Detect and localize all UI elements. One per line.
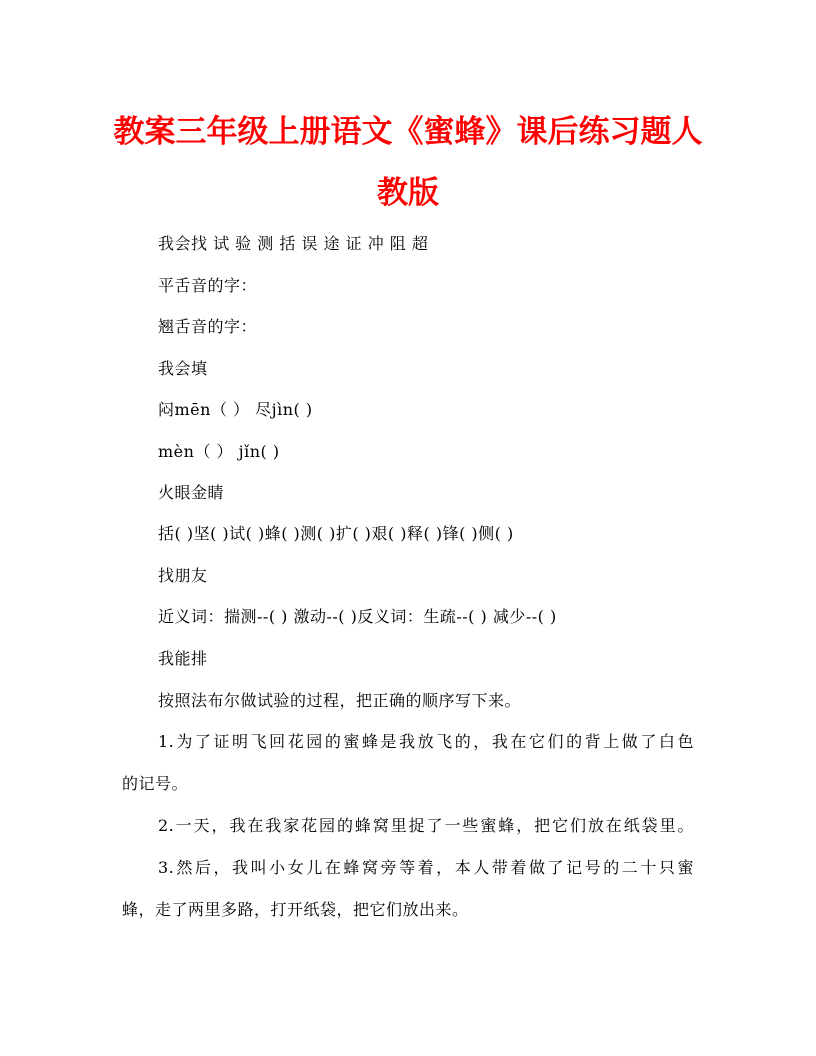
pinyin-line-1: 闷mēn（ ） 尽jìn( ) <box>158 400 313 419</box>
char-list-line: 我会找 试 验 测 括 误 途 证 冲 阻 超 <box>158 234 429 253</box>
pinyin-line-2: mèn（ ） jǐn( ) <box>158 442 280 461</box>
step-2-line: 2.一天，我在我家花园的蜂窝里捉了一些蜜蜂，把它们放在纸袋里。 <box>158 816 694 835</box>
section-heading-fill: 我会填 <box>158 359 208 378</box>
curled-tongue-label: 翘舌音的字： <box>158 317 258 336</box>
order-instruction: 按照法布尔做试验的过程，把正确的顺序写下来。 <box>158 691 522 710</box>
synonym-antonym-line: 近义词：揣测--( ) 激动--( )反义词：生疏--( ) 减少--( ) <box>158 607 557 626</box>
step-3-line-2: 蜂，走了两里多路，打开纸袋，把它们放出来。 <box>122 900 469 919</box>
step-3-line-1: 3.然后，我叫小女儿在蜂窝旁等着，本人带着做了记号的二十只蜜 <box>158 858 694 877</box>
section-heading-eyes: 火眼金睛 <box>158 483 225 502</box>
section-heading-friends: 找朋友 <box>158 566 208 585</box>
section-heading-order: 我能排 <box>158 649 208 668</box>
document-title-line-1: 教案三年级上册语文《蜜蜂》课后练习题人 <box>113 114 703 150</box>
step-1-line-1: 1.为了证明飞回花园的蜜蜂是我放飞的，我在它们的背上做了白色 <box>158 732 694 751</box>
flat-tongue-label: 平舌音的字： <box>158 276 258 295</box>
document-title-line-2: 教版 <box>377 175 439 211</box>
radical-blanks-line: 括( )坚( )试( )蜂( )测( )扩( )艰( )释( )锋( )侧( ) <box>158 524 514 543</box>
step-1-line-2: 的记号。 <box>122 774 189 793</box>
